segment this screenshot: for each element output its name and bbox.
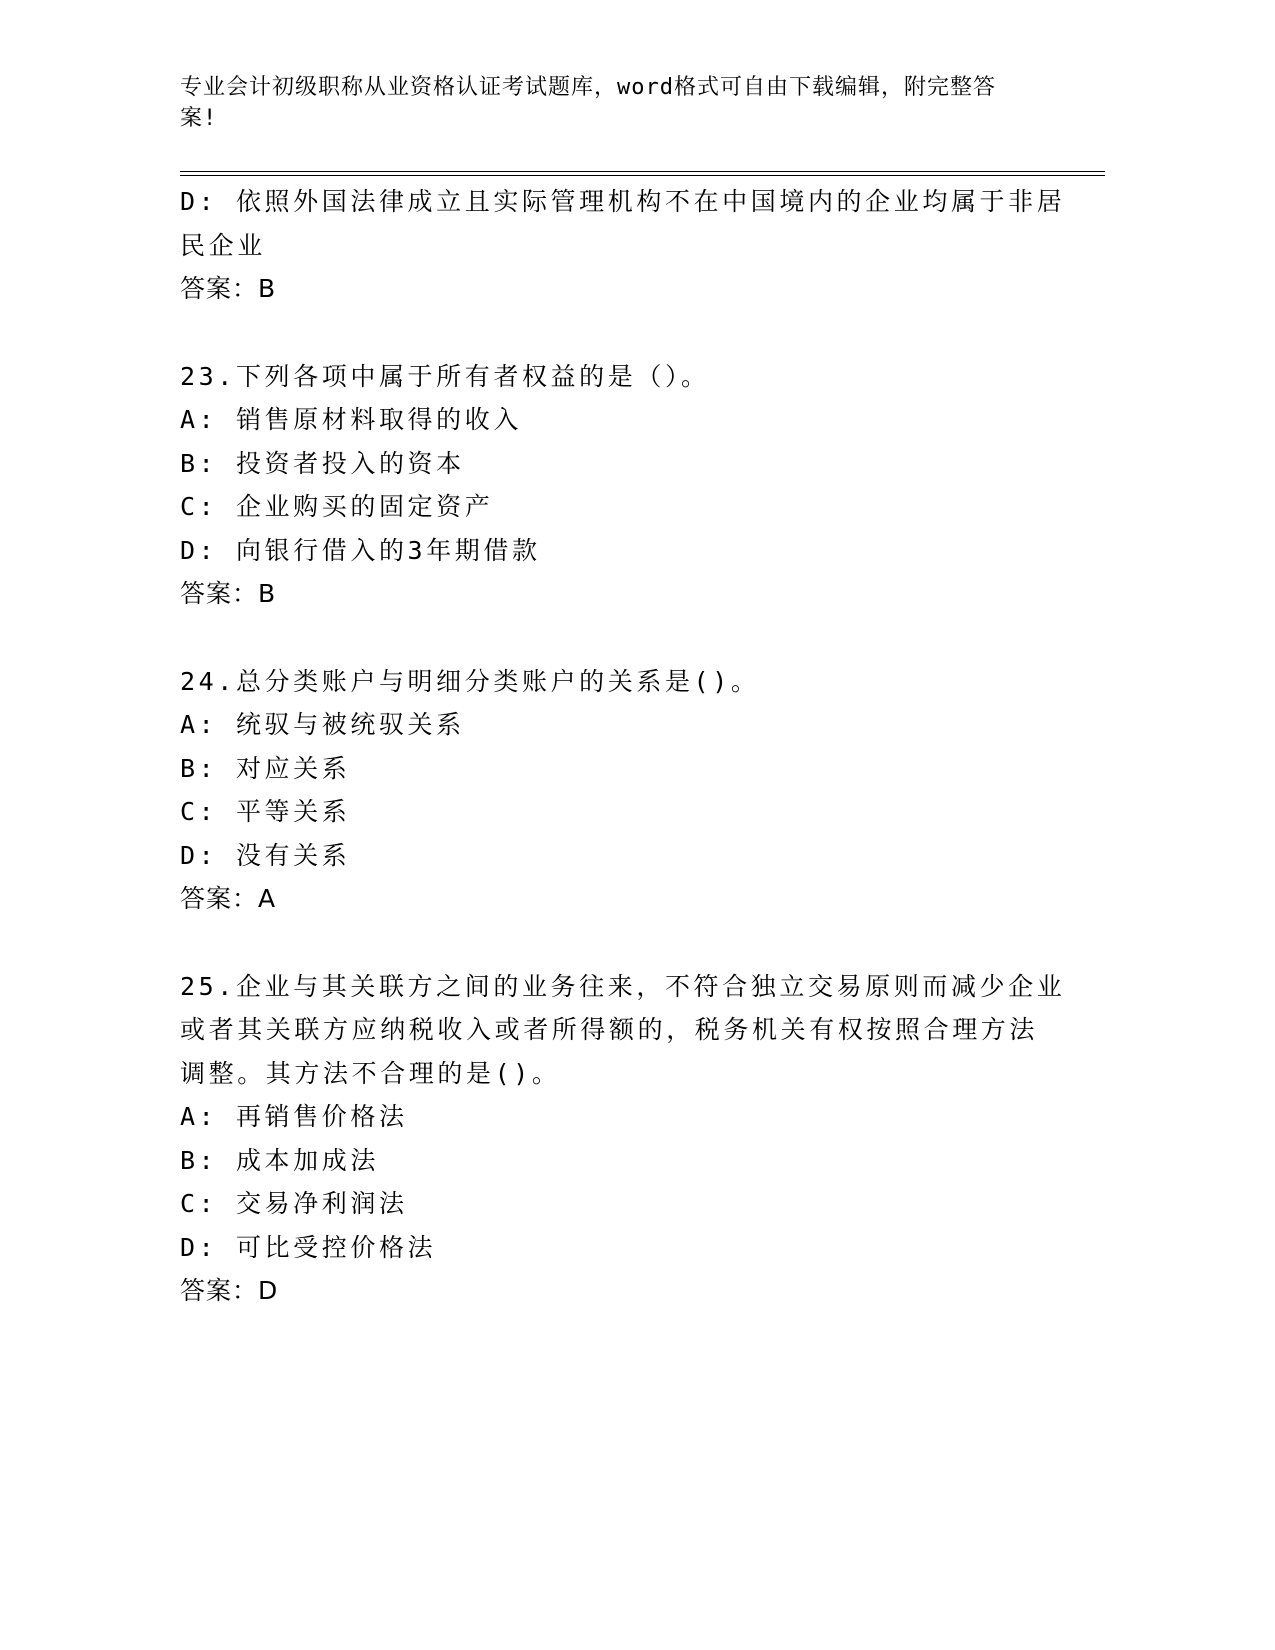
option-d: D: 向银行借入的3年期借款	[180, 535, 541, 565]
question-23	[180, 355, 1040, 617]
answer-line: 答案：A	[180, 884, 277, 913]
question-stem-line-3: 调整。其方法不合理的是()。	[180, 1058, 561, 1088]
question-stem: 24.总分类账户与明细分类账户的关系是()。	[180, 666, 760, 696]
question-24	[180, 660, 1040, 922]
option-d: D: 没有关系	[180, 840, 351, 870]
option-c: C: 平等关系	[180, 797, 351, 826]
answer-line: 答案：D	[180, 1276, 279, 1305]
option-a: A: 销售原材料取得的收入	[180, 405, 522, 434]
header-divider-bottom	[180, 175, 1105, 176]
option-b: B: 对应关系	[180, 753, 351, 783]
header-line-1: 专业会计初级职称从业资格认证考试题库，word格式可自由下载编辑，附完整答	[180, 75, 996, 100]
option-b: B: 投资者投入的资本	[180, 448, 465, 478]
question-stem-line-1: 25.企业与其关联方之间的业务往来，不符合独立交易原则而减少企业	[180, 971, 1066, 1001]
header-divider-top	[180, 171, 1105, 172]
option-b: B: 成本加成法	[180, 1145, 379, 1175]
page-header	[180, 72, 1040, 134]
option-a: A: 再销售价格法	[180, 1102, 408, 1131]
answer-line: 答案：B	[180, 579, 277, 608]
option-c: C: 交易净利润法	[180, 1189, 408, 1218]
option-d-line-2: 民企业	[180, 230, 266, 260]
previous-question-tail	[180, 180, 1066, 311]
option-d-line-1: D: 依照外国法律成立且实际管理机构不在中国境内的企业均属于非居	[180, 187, 1066, 216]
option-c: C: 企业购买的固定资产	[180, 492, 494, 521]
question-25	[180, 965, 1066, 1314]
answer-line: 答案：B	[180, 274, 277, 303]
question-content	[180, 180, 1066, 1313]
option-a: A: 统驭与被统驭关系	[180, 710, 465, 739]
question-stem: 23.下列各项中属于所有者权益的是（）。	[180, 361, 710, 391]
option-d: D: 可比受控价格法	[180, 1232, 437, 1262]
header-line-2: 案!	[180, 106, 218, 131]
question-stem-line-2: 或者其关联方应纳税收入或者所得额的，税务机关有权按照合理方法	[180, 1015, 1039, 1044]
